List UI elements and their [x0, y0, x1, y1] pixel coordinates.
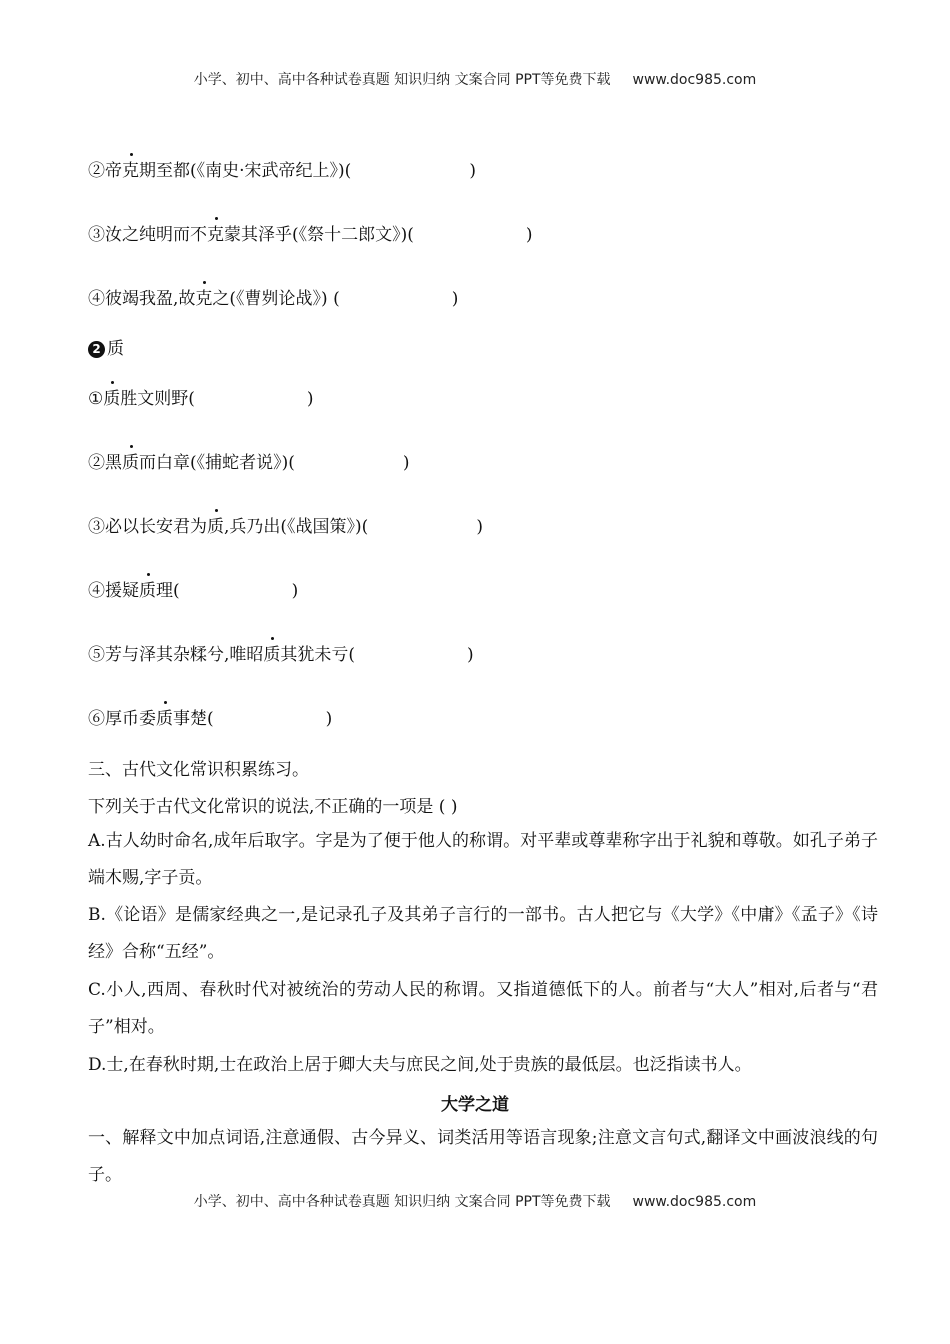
zhi-item-4-pre: ④援疑: [88, 581, 139, 601]
header-text: 小学、初中、高中各种试卷真题 知识归纳 文案合同 PPT等免费下载: [193, 72, 611, 88]
header-site: www.doc985.com: [632, 72, 757, 88]
option-a: A.古人幼时命名,成年后取字。字是为了便于他人的称谓。对平辈或尊辈称字出于礼貌和尊敬。如孔子弟子端木赐,字子贡。: [88, 831, 878, 888]
ke-item-4-close: ): [451, 289, 459, 309]
zhi-item-4-post: 理(: [156, 581, 180, 601]
zhi-item-4: [88, 580, 298, 602]
option-d: D.士,在春秋时期,士在政治上居于卿大夫与庶民之间,处于贵族的最低层。也泛指读书人。: [88, 1055, 752, 1075]
ke-item-2-pre: ②帝: [88, 161, 122, 181]
zhi-item-3-dotted-word: 质: [207, 517, 224, 537]
zhi-item-6-dotted-word: 质: [156, 709, 173, 729]
zhi-item-6-post: 事楚(: [173, 709, 214, 729]
option-b: B.《论语》是儒家经典之一,是记录孔子及其弟子言行的一部书。古人把它与《大学》《中庸》《孟子》《诗经》合称“五经”。: [88, 905, 878, 962]
ke-item-4-pre: ④彼竭我盈,故: [88, 289, 196, 309]
page-header: [0, 69, 950, 89]
zhi-item-4-dotted-word: 质: [139, 581, 156, 601]
ke-item-4-dotted-word: 克: [195, 289, 213, 309]
zhi-item-2: [88, 452, 410, 474]
zhi-item-4-close: ): [291, 581, 299, 601]
zhi-item-1-pre: ①: [88, 389, 104, 409]
zhi-item-2-dotted-word: 质: [122, 453, 139, 473]
zhi-item-5-close: ): [467, 645, 474, 665]
zhi-heading: [88, 338, 124, 360]
section-title: 大学之道: [441, 1095, 509, 1115]
footer-site: www.doc985.com: [632, 1194, 757, 1210]
ke-item-2-post: 期至都(《南史·宋武帝纪上》)(: [139, 161, 352, 181]
zhi-item-1: [88, 388, 314, 410]
page-footer: [0, 1191, 950, 1211]
zhi-item-5: [88, 644, 474, 666]
daxue-instruction: 一、解释文中加点词语,注意通假、古今异义、词类活用等语言现象;注意文言句式,翻译文中画波浪线的句子。: [88, 1128, 878, 1185]
zhi-item-5-pre: ⑤芳与泽其杂糅兮,唯昭: [88, 645, 264, 665]
zhi-item-1-close: ): [306, 389, 314, 409]
zhi-item-3: [88, 516, 483, 538]
ke-item-2-dotted-word: 克: [122, 161, 139, 181]
zhi-item-5-post: 其犹未亏(: [280, 645, 356, 665]
ke-item-3-post: 蒙其泽乎(《祭十二郎文》)(: [224, 225, 414, 245]
zhi-item-3-post: ,兵乃出(《战国策》)(: [224, 517, 369, 537]
zhi-item-3-close: ): [476, 517, 483, 537]
footer-text: 小学、初中、高中各种试卷真题 知识归纳 文案合同 PPT等免费下载: [193, 1194, 611, 1210]
ke-item-3-pre: ③汝之纯明而不: [88, 225, 207, 245]
zhi-item-2-post: 而白章(《捕蛇者说》)(: [139, 453, 295, 473]
zhi-item-6-pre: ⑥厚币委: [88, 709, 156, 729]
circled-number-icon: 2: [88, 341, 105, 358]
zhi-item-5-dotted-word: 质: [263, 645, 281, 665]
ke-item-2-close: ): [469, 161, 476, 181]
ke-item-3-dotted-word: 克: [207, 225, 224, 245]
zhi-item-1-post: 胜文则野(: [120, 389, 195, 409]
zhi-item-6-close: ): [325, 709, 333, 729]
option-c: C.小人,西周、春秋时代对被统治的劳动人民的称谓。又指道德低下的人。前者与“大人”相对,后者与“君子”相对。: [88, 980, 878, 1037]
zhi-item-6: [88, 708, 332, 730]
section3-heading: 三、古代文化常识积累练习。: [88, 760, 309, 780]
zhi-item-2-close: ): [402, 453, 410, 473]
ke-item-2: [88, 160, 476, 182]
zhi-item-1-dotted-word: 质: [103, 389, 121, 409]
ke-item-4-post: 之(《曹刿论战》) (: [212, 289, 340, 309]
ke-item-3: [88, 224, 533, 246]
ke-item-3-close: ): [525, 225, 533, 245]
zhi-item-2-pre: ②黑: [88, 453, 122, 473]
section3-question: 下列关于古代文化常识的说法,不正确的一项是 ( ): [88, 797, 458, 817]
zhi-item-3-pre: ③必以长安君为: [88, 517, 207, 537]
ke-item-4: [88, 288, 458, 310]
zhi-heading-label: 质: [107, 339, 124, 359]
